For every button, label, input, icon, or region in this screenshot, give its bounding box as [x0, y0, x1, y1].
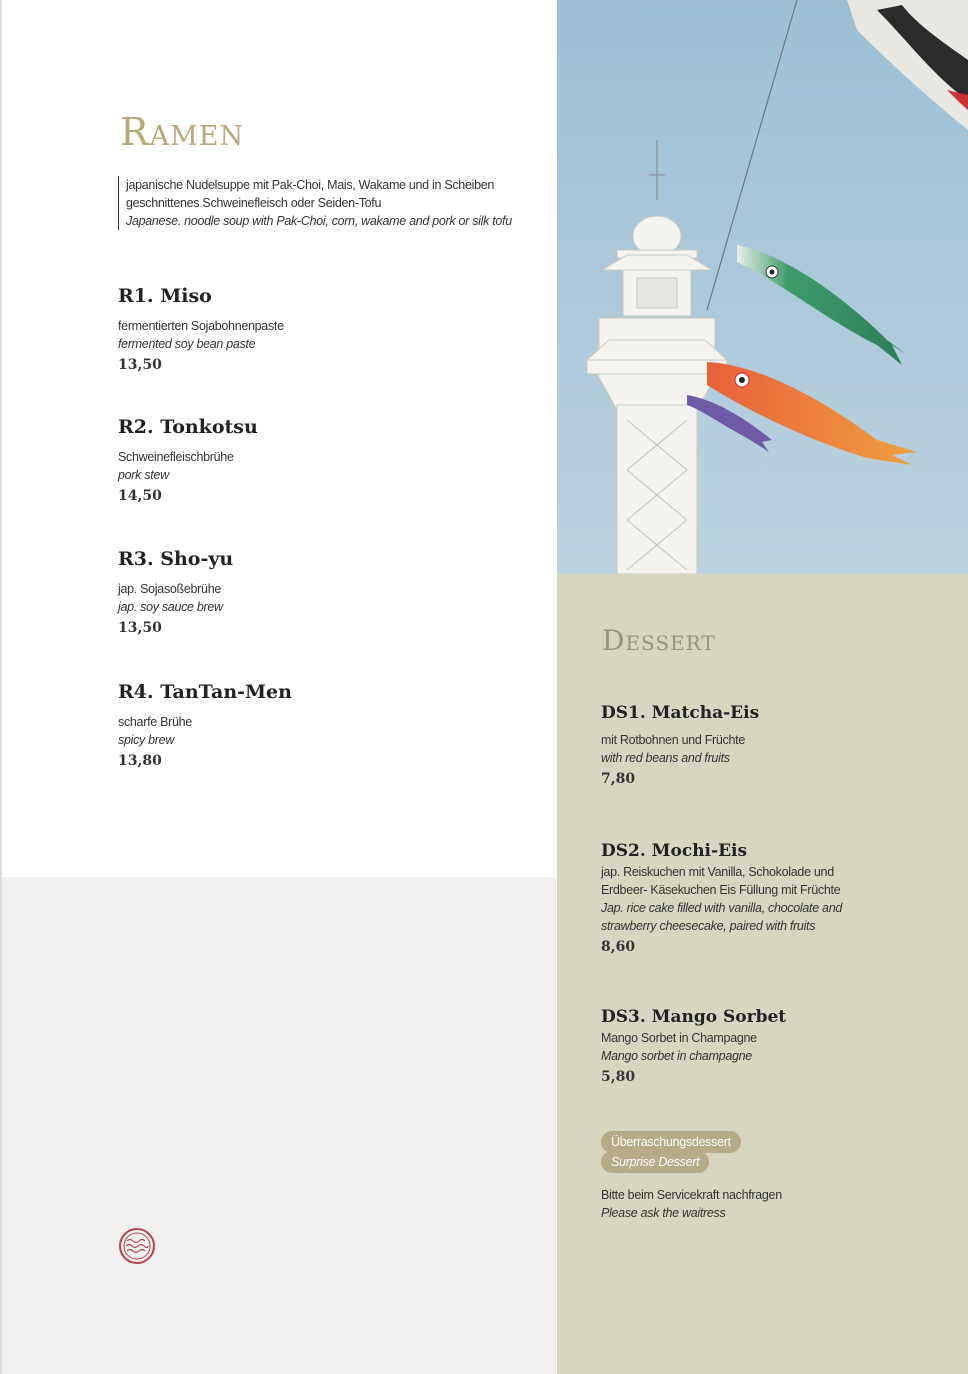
- surprise-dessert-de: Überraschungsdessert: [601, 1131, 741, 1153]
- item-desc-de: fermentierten Sojabohnenpaste: [118, 319, 284, 333]
- item-desc-en: jap. soy sauce brew: [118, 600, 223, 614]
- item-desc-en: Jap. rice cake filled with vanilla, chocolate and strawberry cheesecake, paired with fruits: [601, 901, 842, 933]
- menu-item-ds1: [601, 703, 851, 787]
- ask-note-en: Please ask the waitress: [601, 1206, 726, 1220]
- empty-panel: [2, 877, 556, 1374]
- ramen-title: Ramen: [120, 110, 245, 154]
- item-name: R1. Miso: [118, 285, 212, 307]
- item-price: 13,80: [118, 753, 162, 769]
- item-name: DS3. Mango Sorbet: [601, 1007, 787, 1027]
- dessert-title: Dessert: [602, 624, 716, 657]
- lighthouse-with-koinobori-image: [557, 0, 968, 574]
- menu-item-ds3: [601, 1007, 851, 1085]
- item-desc-en: fermented soy bean paste: [118, 337, 256, 351]
- item-desc-de: Schweinefleischbrühe: [118, 450, 234, 464]
- dessert-panel: [557, 574, 968, 1374]
- menu-item-r1: [118, 285, 284, 373]
- item-desc-de: mit Rotbohnen und Früchte: [601, 733, 745, 747]
- item-name: DS1. Matcha-Eis: [601, 703, 760, 723]
- item-price: 8,60: [601, 939, 636, 955]
- menu-item-r2: [118, 416, 258, 504]
- surprise-dessert-en: Surprise Dessert: [601, 1151, 709, 1173]
- wave-seal-icon: [118, 1227, 156, 1265]
- item-name: R2. Tonkotsu: [118, 416, 258, 438]
- item-desc-de: scharfe Brühe: [118, 715, 192, 729]
- menu-item-ds2: [601, 841, 851, 955]
- ask-waitress-note: [601, 1186, 782, 1222]
- item-name: R3. Sho-yu: [118, 548, 234, 570]
- item-desc-de: jap. Sojasoßebrühe: [118, 582, 222, 596]
- item-desc-en: with red beans and fruits: [601, 751, 730, 765]
- surprise-dessert-badge: [601, 1131, 741, 1173]
- item-desc-de: jap. Reiskuchen mit Vanilla, Schokolade und Erdbeer- Käsekuchen Eis Füllung mit Früchte: [601, 865, 841, 897]
- item-name: R4. TanTan-Men: [118, 681, 292, 703]
- item-desc-en: Mango sorbet in champagne: [601, 1049, 752, 1063]
- item-price: 7,80: [601, 771, 636, 787]
- menu-item-r4: [118, 681, 292, 769]
- ramen-intro-en: Japanese. noodle soup with Pak-Choi, corn, wakame and pork or silk tofu: [126, 214, 512, 228]
- item-price: 13,50: [118, 357, 162, 373]
- item-name: DS2. Mochi-Eis: [601, 841, 748, 861]
- menu-item-r3: [118, 548, 233, 636]
- ramen-intro-de-line2: geschnittenes Schweinefleisch oder Seiden-Tofu: [126, 196, 382, 210]
- ramen-intro: [118, 176, 526, 230]
- item-desc-en: spicy brew: [118, 733, 175, 747]
- item-price: 13,50: [118, 620, 162, 636]
- item-desc-en: pork stew: [118, 468, 169, 482]
- item-price: 14,50: [118, 488, 162, 504]
- item-desc-de: Mango Sorbet in Champagne: [601, 1031, 757, 1045]
- ramen-intro-de-line1: japanische Nudelsuppe mit Pak-Choi, Mais, Wakame und in Scheiben: [126, 178, 495, 192]
- item-price: 5,80: [601, 1069, 636, 1085]
- ask-note-de: Bitte beim Servicekraft nachfragen: [601, 1188, 782, 1202]
